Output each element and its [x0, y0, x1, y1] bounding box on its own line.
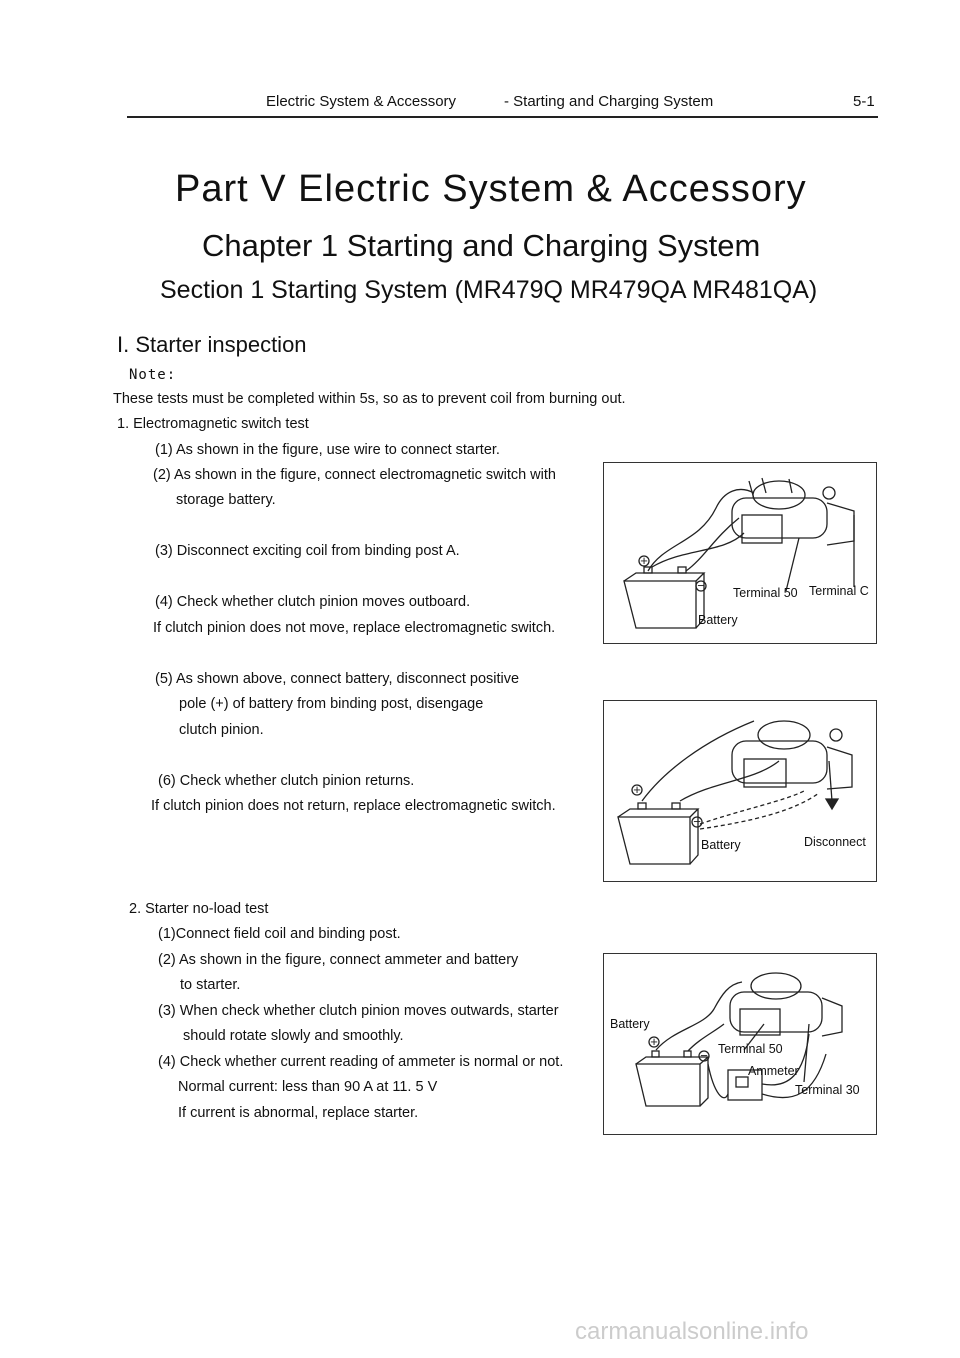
test1-step5c: clutch pinion.: [179, 722, 264, 738]
watermark: carmanualsonline.info: [575, 1318, 809, 1345]
test1-step1: (1) As shown in the figure, use wire to connect starter.: [155, 442, 500, 458]
note-label: Note:: [129, 367, 177, 383]
figure2-battery-label: Battery: [701, 838, 741, 852]
svg-text:+: +: [633, 782, 641, 797]
test2-step1: (1)Connect field coil and binding post.: [158, 926, 401, 942]
test1-step5b: pole (+) of battery from binding post, disengage: [179, 696, 484, 712]
svg-text:−: −: [700, 1048, 708, 1063]
page-number: 5-1: [853, 93, 875, 110]
test1-step5a: (5) As shown above, connect battery, disconnect positive: [155, 671, 520, 687]
svg-text:+: +: [640, 553, 648, 568]
figure1-battery-label: Battery: [698, 613, 738, 627]
test1-step4a: (4) Check whether clutch pinion moves outboard.: [155, 594, 471, 610]
chapter-title: Chapter 1 Starting and Charging System: [202, 228, 761, 263]
svg-text:−: −: [693, 814, 701, 829]
figure3-ammeter-label: Ammeter: [748, 1064, 799, 1078]
svg-text:−: −: [697, 578, 705, 593]
test1-step2b: storage battery.: [176, 492, 276, 508]
part-title: Part V Electric System & Accessory: [175, 168, 807, 210]
test1-step4b: If clutch pinion does not move, replace electromagnetic switch.: [153, 620, 556, 636]
starter-wiring-illustration: [604, 463, 878, 645]
figure2-disconnect-label: Disconnect: [804, 835, 866, 849]
test1-step6a: (6) Check whether clutch pinion returns.: [158, 773, 415, 789]
figure1-terminalC-label: Terminal C: [809, 584, 869, 598]
figure3-terminal50-label: Terminal 50: [718, 1042, 783, 1056]
starter-disconnect-illustration: [604, 701, 878, 883]
note-text: These tests must be completed within 5s, so as to prevent coil from burning out.: [113, 391, 626, 407]
test2-step4b: Normal current: less than 90 A at 11. 5 V: [178, 1079, 438, 1095]
test1-step3: (3) Disconnect exciting coil from binding post A.: [155, 543, 460, 559]
test2-step3a: (3) When check whether clutch pinion moves outwards, starter: [158, 1003, 559, 1019]
test2-step3b: should rotate slowly and smoothly.: [183, 1028, 404, 1044]
header-left: Electric System & Accessory: [266, 93, 457, 110]
section-title: Section 1 Starting System (MR479Q MR479QA MR481QA): [160, 276, 818, 304]
figure3-terminal30-label: Terminal 30: [795, 1083, 860, 1097]
header-rule: [127, 116, 878, 118]
figure-pinion-return-test: [603, 700, 877, 882]
header-right: - Starting and Charging System: [504, 93, 714, 110]
test2-step2a: (2) As shown in the figure, connect ammeter and battery: [158, 952, 519, 968]
test2-step4a: (4) Check whether current reading of ammeter is normal or not.: [158, 1054, 564, 1070]
test1-title: 1. Electromagnetic switch test: [117, 416, 309, 432]
figure-electromagnetic-switch-test: [603, 462, 877, 644]
svg-text:+: +: [650, 1034, 658, 1049]
test1-step6b: If clutch pinion does not return, replace electromagnetic switch.: [151, 798, 556, 814]
figure-no-load-test: [603, 953, 877, 1135]
figure1-terminal50-label: Terminal 50: [733, 586, 798, 600]
test1-step2a: (2) As shown in the figure, connect electromagnetic switch with: [153, 467, 556, 483]
starter-inspection-heading: I. Starter inspection: [117, 332, 307, 357]
test2-step2b: to starter.: [180, 977, 241, 993]
test2-title: 2. Starter no-load test: [129, 901, 269, 917]
figure3-battery-label: Battery: [610, 1017, 650, 1031]
test2-step4c: If current is abnormal, replace starter.: [178, 1105, 419, 1121]
